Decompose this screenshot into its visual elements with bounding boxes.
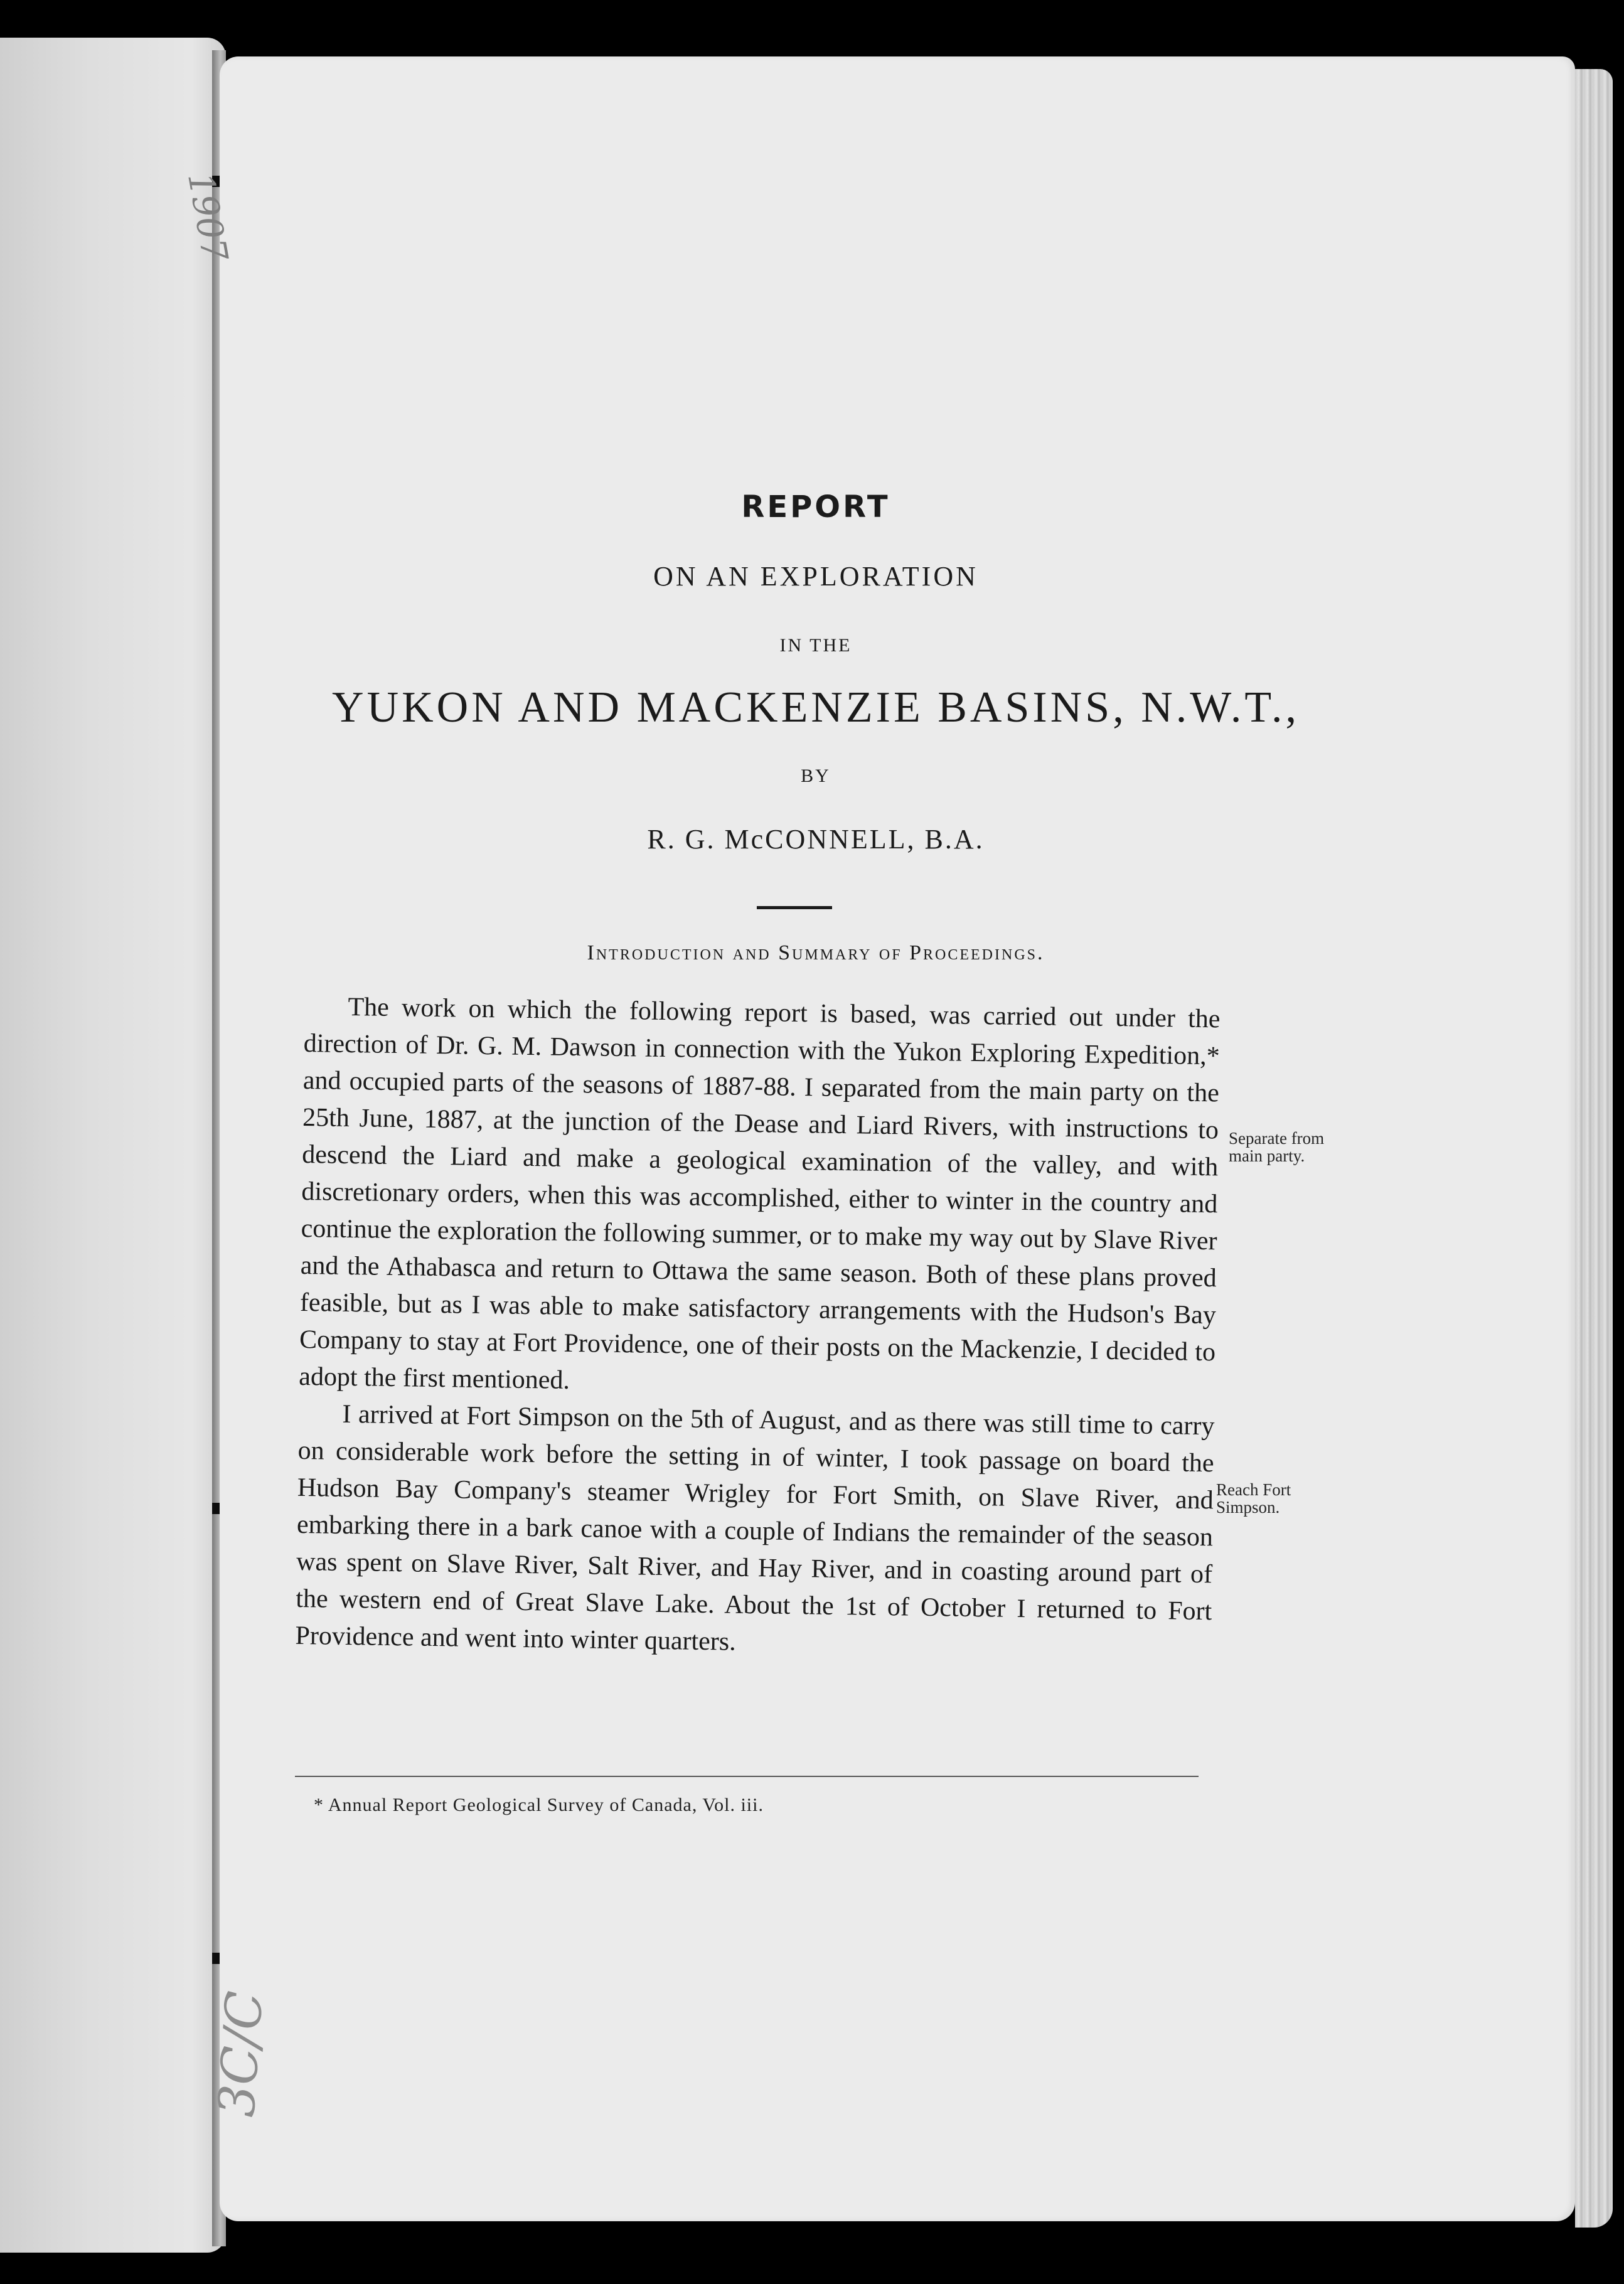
report-connector: IN THE: [779, 635, 852, 656]
paragraph: The work on which the following report is based, was carried out under the direction of Dr. G. M. Dawson in connection with the Yukon Exploring Expedition,* and occupied parts of the seasons of 1887-88. I separated from the main party on the 25th June, 1887, at the junction of the Dease and Liard Rivers, with instructions to descend the Liard and make a geological examination of the valley, and with discretionary orders, when this was accomplished, either to winter in the country and continue the exploration the following summer, or to make my way out by Slave River and the Athabasca and return to Ottawa the same season. Both of these plans proved feasible, but as I was able to make satisfactory arrangements with the Hudson's Bay Company to stay at Fort Providence, one of their posts on the Mackenzie, I decided to adopt the first mentioned.: [299, 992, 1221, 1395]
report-by-line: BY: [801, 766, 831, 786]
facing-page: [0, 38, 226, 2253]
margin-note: Reach Fort Simpson.: [1216, 1480, 1291, 1517]
report-author: R. G. McCONNELL, B.A.: [647, 824, 985, 855]
pencil-annotation-top: 1907: [179, 169, 235, 265]
body-text: [295, 988, 1221, 1667]
footnote: * Annual Report Geological Survey of Canada, Vol. iii.: [314, 1795, 764, 1815]
page-stack-edge: [1575, 69, 1613, 2228]
report-heading: REPORT: [741, 489, 890, 525]
title-divider: [757, 906, 832, 909]
report-region-title: YUKON AND MACKENZIE BASINS, N.W.T.,: [332, 683, 1300, 732]
paragraph: I arrived at Fort Simpson on the 5th of August, and as there was still time to carry on considerable work before the setting in of winter, I took passage on board the Hudson Bay Company's steamer Wrigley for Fort Smith, on Slave River, and embarking there in a bark canoe with a couple of Indians the remainder of the season was spent on Slave River, Salt River, and Hay River, and in coasting around part of the western end of Great Slave Lake. About the 1st of October I returned to Fort Providence and went into winter quarters.: [295, 1399, 1215, 1657]
report-subheading: ON AN EXPLORATION: [653, 561, 978, 592]
section-heading: Introduction and Summary of Proceedings.: [587, 941, 1045, 964]
margin-note: Separate from main party.: [1229, 1129, 1325, 1165]
pencil-annotation-bottom: 3C/C: [207, 1989, 274, 2119]
footnote-divider: [295, 1776, 1199, 1777]
